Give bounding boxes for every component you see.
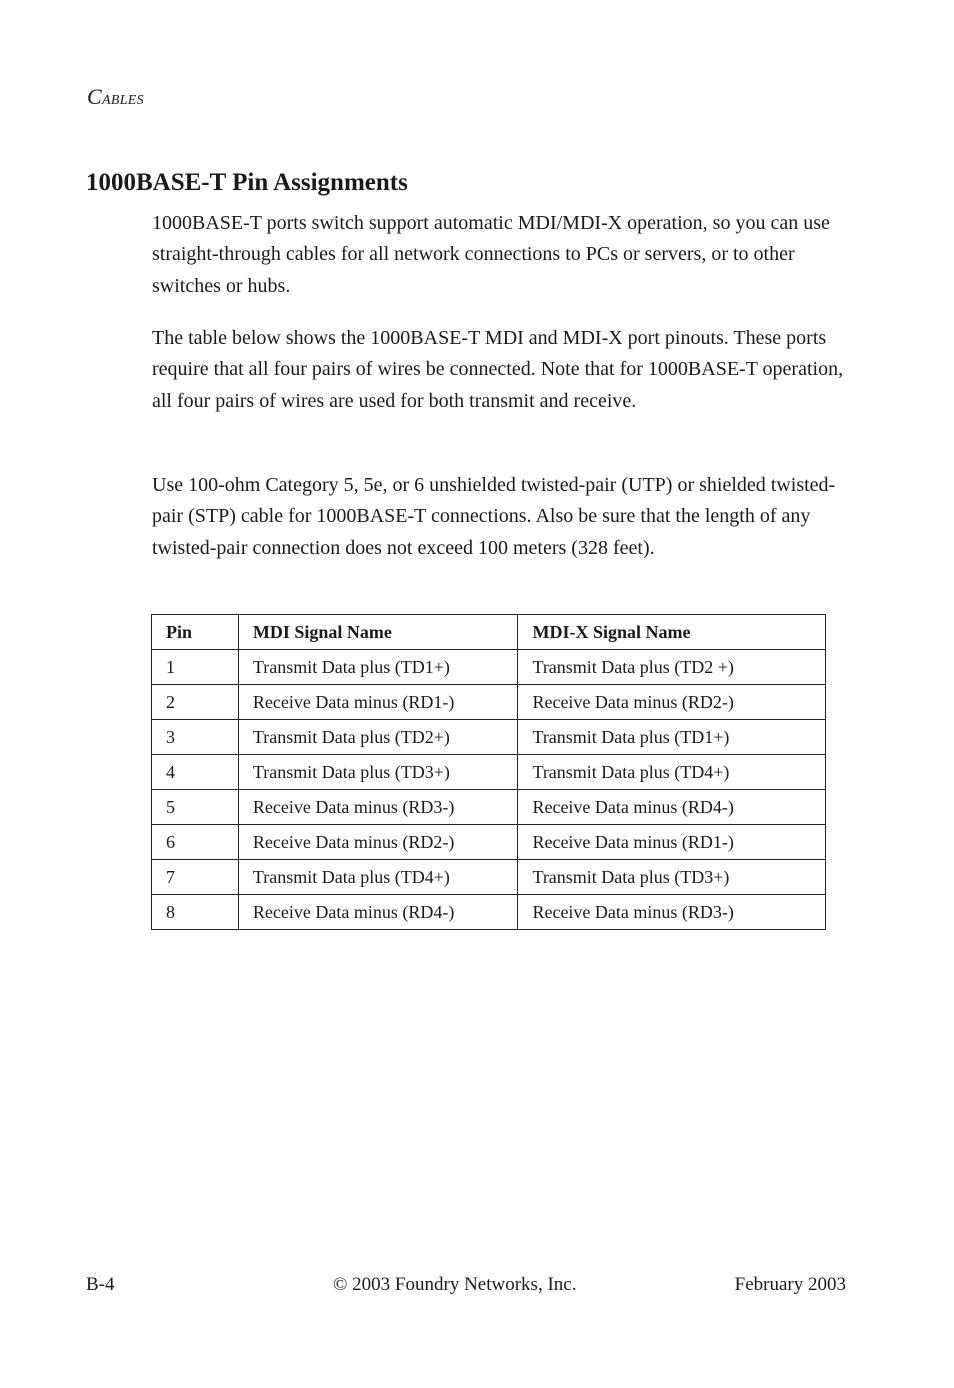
body-paragraph: The table below shows the 1000BASE-T MDI and MDI-X port pinouts. These ports require that all four pairs of wires be connected. Note that for 1000BASE-T operation, all four pairs of wires are used for both transmit and receive.: [152, 327, 844, 412]
pin-cell: 1: [152, 650, 239, 685]
running-head-rest: ABLES: [101, 93, 144, 108]
mdix-signal-cell: Transmit Data plus (TD3+): [518, 860, 826, 895]
column-header-mdix: MDI-X Signal Name: [518, 615, 826, 650]
mdix-signal-cell: Transmit Data plus (TD4+): [518, 755, 826, 790]
mdix-signal-cell: Receive Data minus (RD3-): [518, 895, 826, 930]
mdi-signal-cell: Receive Data minus (RD1-): [238, 685, 518, 720]
table-row: [152, 650, 826, 685]
mdix-signal-cell: Transmit Data plus (TD1+): [518, 720, 826, 755]
mdi-signal-cell: Transmit Data plus (TD1+): [238, 650, 518, 685]
table-row: [152, 790, 826, 825]
pin-cell: 3: [152, 720, 239, 755]
footer-copyright: © 2003 Foundry Networks, Inc.: [333, 1274, 577, 1295]
table-row: [152, 895, 826, 930]
running-head-initial: C: [87, 84, 102, 109]
section-title: 1000BASE-T Pin Assignments: [86, 169, 408, 196]
footer-page-number: B-4: [86, 1274, 115, 1295]
column-header-mdi: MDI Signal Name: [238, 615, 518, 650]
pin-cell: 6: [152, 825, 239, 860]
mdix-signal-cell: Receive Data minus (RD4-): [518, 790, 826, 825]
pin-cell: 2: [152, 685, 239, 720]
mdi-signal-cell: Receive Data minus (RD2-): [238, 825, 518, 860]
mdix-signal-cell: Transmit Data plus (TD2 +): [518, 650, 826, 685]
mdi-signal-cell: Transmit Data plus (TD2+): [238, 720, 518, 755]
mdix-signal-cell: Receive Data minus (RD1-): [518, 825, 826, 860]
table-header-row: [152, 615, 826, 650]
column-header-pin: Pin: [152, 615, 239, 650]
body-paragraph: 1000BASE-T ports switch support automatic MDI/MDI-X operation, so you can use straight-through cables for all network connections to PCs or servers, or to other switches or hubs.: [152, 212, 830, 297]
mdix-signal-cell: Receive Data minus (RD2-): [518, 685, 826, 720]
table-row: [152, 685, 826, 720]
table-row: [152, 825, 826, 860]
pin-cell: 8: [152, 895, 239, 930]
mdi-signal-cell: Receive Data minus (RD3-): [238, 790, 518, 825]
table-row: [152, 755, 826, 790]
pin-cell: 7: [152, 860, 239, 895]
footer-date: February 2003: [734, 1274, 846, 1295]
table-row: [152, 720, 826, 755]
mdi-signal-cell: Transmit Data plus (TD4+): [238, 860, 518, 895]
mdi-signal-cell: Transmit Data plus (TD3+): [238, 755, 518, 790]
pin-cell: 4: [152, 755, 239, 790]
table-row: [152, 860, 826, 895]
body-paragraph: Use 100-ohm Category 5, 5e, or 6 unshielded twisted-pair (UTP) or shielded twisted-pair (STP) cable for 1000BASE-T connections. Also be sure that the length of any twisted-pair connection does not exceed 100 meters (328 feet).: [152, 474, 836, 559]
pin-cell: 5: [152, 790, 239, 825]
mdi-signal-cell: Receive Data minus (RD4-): [238, 895, 518, 930]
running-head: [87, 84, 144, 110]
pin-assignment-table: [151, 614, 826, 930]
